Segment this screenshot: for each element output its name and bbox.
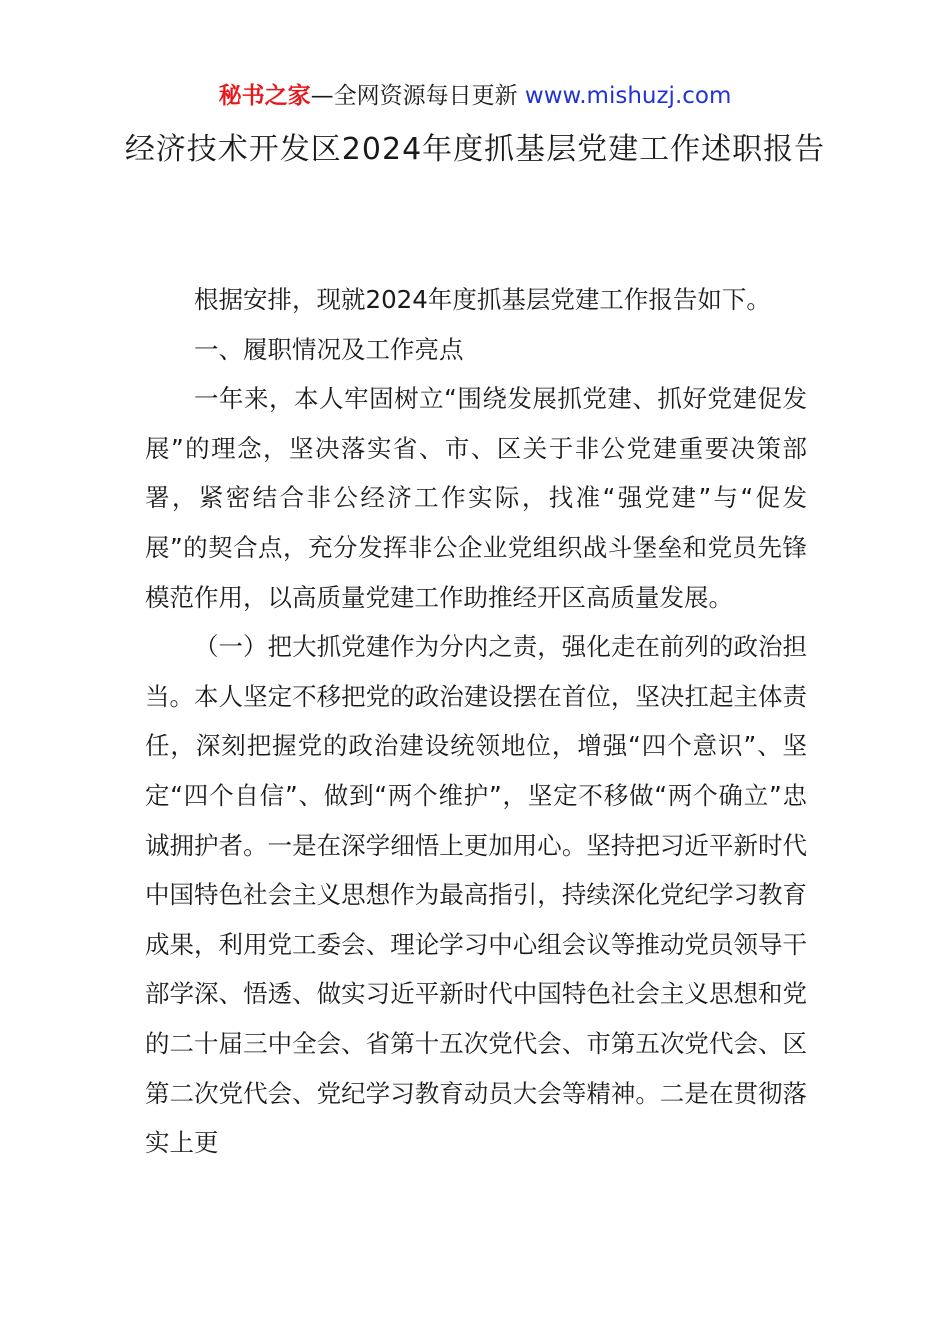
header-tagline: —全网资源每日更新 — [310, 83, 525, 109]
section-heading: 一、履职情况及工作亮点 — [194, 334, 464, 364]
body-paragraph: （一）把大抓党建作为分内之责，强化走在前列的政治担当。本人坚定不移把党的政治建设摆在首位，坚决扛起主体责任，深刻把握党的政治建设统领地位，增强“四个意识”、坚定“四个自信”、做到“两个维护”，坚定不移做“两个确立”忠诚拥护者。一是在深学细悟上更加用心。坚持把习近平新时代中国特色社会主义思想作为最高指引，持续深化党纪学习教育成果，利用党工委会、理论学习中心组会议等推动党员领导干部学深、悟透、做实习近平新时代中国特色社会主义思想和党的二十届三中全会、省第十五次党代会、市第五次党代会、区第二次党代会、党纪学习教育动员大会等精神。二是在贯彻落实上更 — [145, 632, 807, 1158]
intro-paragraph: 根据安排，现就2024年度抓基层党建工作报告如下。 — [194, 285, 771, 314]
body-paragraph: 一年来，本人牢固树立“围绕发展抓党建、抓好党建促发展”的理念，坚决落实省、市、区关于非公党建重要决策部署，紧密结合非公经济工作实际，找准“强党建”与“促发展”的契合点，充分发挥非公企业党组织战斗堡垒和党员先锋模范作用，以高质量党建工作助推经开区高质量发展。 — [145, 384, 807, 612]
site-header — [0, 80, 950, 112]
brand-name: 秘书之家 — [218, 83, 311, 109]
site-url-link[interactable]: www.mishuzj.com — [524, 83, 732, 109]
document-body — [145, 275, 807, 1168]
document-title: 经济技术开发区2024年度抓基层党建工作述职报告 — [124, 132, 826, 167]
